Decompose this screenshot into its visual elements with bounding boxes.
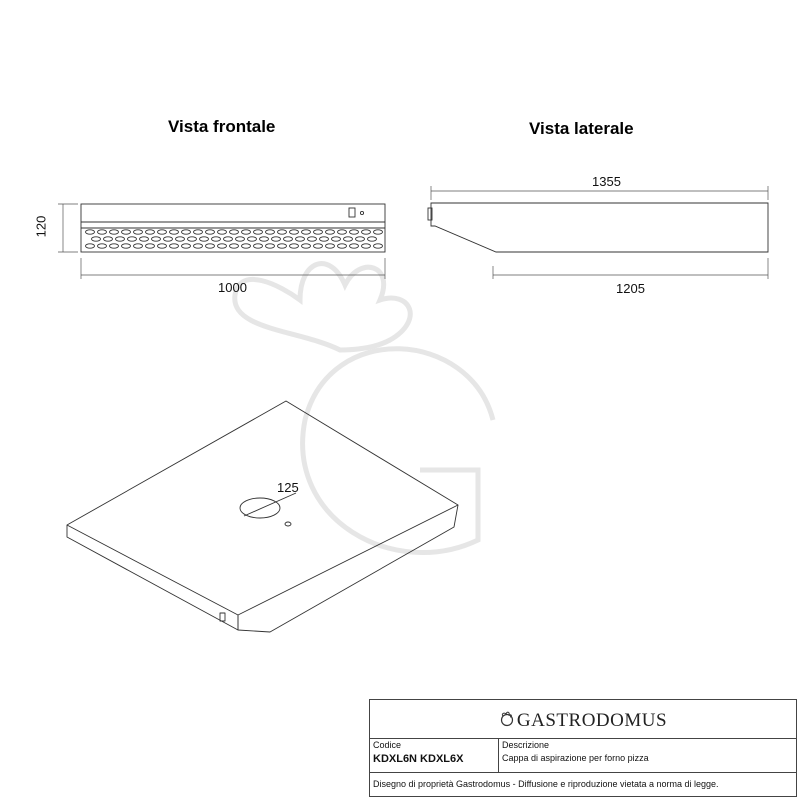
iso-light-hole (285, 522, 291, 526)
title-block-brand-row (370, 700, 796, 739)
grille-slot (260, 237, 269, 241)
grille-slot (140, 237, 149, 241)
grille-slot (356, 237, 365, 241)
grille-slot (230, 230, 239, 234)
grille-slot (86, 244, 95, 248)
grille-slot (134, 230, 143, 234)
code-cell (370, 739, 499, 772)
grille-slot (296, 237, 305, 241)
grille-slot (344, 237, 353, 241)
grille-slot (212, 237, 221, 241)
grille-slot (116, 237, 125, 241)
grille-slot (266, 230, 275, 234)
grille-slot (110, 230, 119, 234)
grille-slot (248, 237, 257, 241)
copyright-footer: Disegno di proprietà Gastrodomus - Diffusione e riproduzione vietata a norma di legge. (373, 779, 719, 789)
grille-slot (92, 237, 101, 241)
brand-name (370, 710, 796, 732)
side-top-label: 1355 (592, 174, 621, 189)
iso-hole-dim-line (244, 493, 296, 516)
grille-slot (326, 230, 335, 234)
grille-slot (98, 230, 107, 234)
code-label: Codice (373, 740, 402, 750)
front-height-label: 120 (33, 215, 49, 238)
grille-slot (200, 237, 209, 241)
grille-slot (350, 230, 359, 234)
grille-slot (362, 244, 371, 248)
description-value: Cappa di aspirazione per forno pizza (502, 753, 649, 763)
grille-slot (194, 244, 203, 248)
grille-slot (374, 230, 383, 234)
grille-slot (278, 244, 287, 248)
description-cell (499, 739, 796, 772)
grille-slot (224, 237, 233, 241)
front-view-switch (349, 208, 355, 217)
grille-slot (188, 237, 197, 241)
grille-slot (170, 230, 179, 234)
side-dimensions (431, 186, 768, 279)
brand-text: GASTRODOMUS (516, 710, 668, 731)
grille-slot (332, 237, 341, 241)
grille-slot (368, 237, 377, 241)
grille-slot (164, 237, 173, 241)
grille-slot (152, 237, 161, 241)
front-view-grille-slots (86, 230, 383, 248)
iso-switch (220, 613, 225, 621)
iso-front-edge (67, 525, 238, 630)
front-view (81, 204, 385, 252)
grille-slot (314, 244, 323, 248)
grille-slot (290, 230, 299, 234)
grille-slot (338, 244, 347, 248)
grille-slot (302, 230, 311, 234)
grille-slot (326, 244, 335, 248)
side-view-title: Vista laterale (529, 119, 634, 138)
grille-slot (350, 244, 359, 248)
iso-side-edge (238, 505, 458, 632)
grille-slot (278, 230, 287, 234)
grille-slot (128, 237, 137, 241)
grille-slot (86, 230, 95, 234)
grille-slot (308, 237, 317, 241)
grille-slot (146, 230, 155, 234)
hole-diameter-label: 125 (277, 480, 299, 495)
grille-slot (146, 244, 155, 248)
grille-slot (266, 244, 275, 248)
grille-slot (176, 237, 185, 241)
grille-slot (122, 230, 131, 234)
grille-slot (374, 244, 383, 248)
grille-slot (170, 244, 179, 248)
grille-slot (122, 244, 131, 248)
grille-slot (338, 230, 347, 234)
grille-slot (362, 230, 371, 234)
grille-slot (302, 244, 311, 248)
watermark-chef-hat (235, 264, 411, 350)
grille-slot (242, 244, 251, 248)
grille-slot (182, 244, 191, 248)
grille-slot (104, 237, 113, 241)
isometric-view (67, 401, 458, 632)
grille-slot (284, 237, 293, 241)
grille-slot (206, 244, 215, 248)
grille-slot (134, 244, 143, 248)
grille-slot (314, 230, 323, 234)
grille-slot (290, 244, 299, 248)
grille-slot (158, 244, 167, 248)
title-block-info-row (370, 739, 796, 773)
grille-slot (110, 244, 119, 248)
grille-slot (98, 244, 107, 248)
grille-slot (320, 237, 329, 241)
side-view (428, 203, 768, 252)
front-width-label: 1000 (218, 280, 247, 295)
grille-slot (182, 230, 191, 234)
description-label: Descrizione (502, 740, 550, 750)
grille-slot (254, 244, 263, 248)
watermark-g-shape (303, 349, 493, 553)
front-view-light (360, 211, 363, 214)
code-value: KDXL6N KDXL6X (373, 753, 464, 765)
side-bottom-label: 1205 (616, 281, 645, 296)
gastrodomus-logo-icon (499, 711, 515, 727)
grille-slot (218, 244, 227, 248)
grille-slot (194, 230, 203, 234)
grille-slot (254, 230, 263, 234)
front-view-title: Vista frontale (168, 117, 276, 136)
side-view-body (431, 203, 768, 252)
grille-slot (230, 244, 239, 248)
grille-slot (272, 237, 281, 241)
grille-slot (218, 230, 227, 234)
title-block (369, 699, 797, 797)
grille-slot (158, 230, 167, 234)
grille-slot (236, 237, 245, 241)
grille-slot (242, 230, 251, 234)
grille-slot (206, 230, 215, 234)
